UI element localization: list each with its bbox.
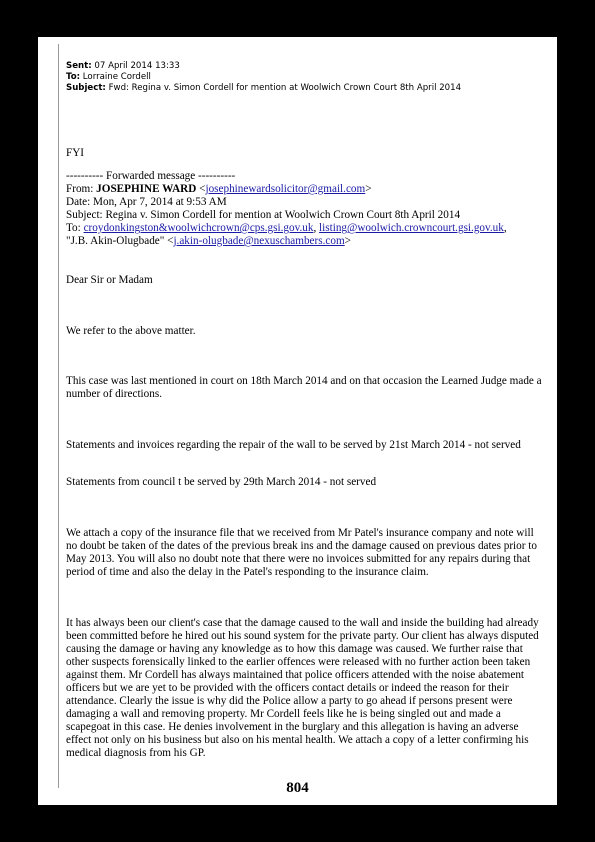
subject-line: Subject: Fwd: Regina v. Simon Cordell for mention at Woolwich Crown Court 8th April 2014 bbox=[66, 83, 462, 93]
paragraph-6: It has always been our client's case that the damage caused to the wall and inside the building had already been committed before he hired out his sound system for the private party. Our client has always disputed causing the damage or having any knowledge as to how this damage was caused. We further raise that other suspects forensically linked to the earlier offences were released with no further action been taken against them. Mr Cordell has always maintained that police officers attended with the noise abatement officers but we are yet to be provided with the officers contact details or indeed the reason for their attendance. Clearly the issue is why did the Police allow a party to go ahead if persons present were damaging a wall and removing property. Mr Cordell feels like he is being singled out and made a scapegoat in this case. He denies involvement in the burglary and this allegation is having an adverse effect not only on his business but also on his mental health. We attach a copy of a letter confirming his medical diagnosis from his GP. bbox=[66, 617, 539, 759]
from-name: JOSEPHINE WARD bbox=[96, 183, 197, 195]
to-email-link-2[interactable]: listing@woolwich.crowncourt.gsi.gov.uk bbox=[319, 222, 504, 234]
forward-date: Date: Mon, Apr 7, 2014 at 9:53 AM bbox=[66, 196, 227, 208]
to-value: Lorraine Cordell bbox=[82, 72, 151, 82]
paragraph-3: Statements and invoices regarding the repair of the wall to be served by 21st March 2014 - not served bbox=[66, 439, 521, 451]
paragraph-1: We refer to the above matter. bbox=[66, 325, 196, 337]
forward-to: To: croydonkingston&woolwichcrown@cps.gsi.gov.uk, listing@woolwich.crowncourt.gsi.gov.uk, bbox=[66, 222, 507, 234]
subject-value: Fwd: Regina v. Simon Cordell for mention at Woolwich Crown Court 8th April 2014 bbox=[108, 83, 462, 93]
sent-line: Sent: 07 April 2014 13:33 bbox=[66, 61, 180, 71]
email-header bbox=[66, 61, 461, 94]
fyi-text: FYI bbox=[66, 147, 85, 159]
paragraph-4: Statements from council t be served by 29th March 2014 - not served bbox=[66, 476, 377, 488]
to-email-link-1[interactable]: croydonkingston&woolwichcrown@cps.gsi.gov.uk bbox=[83, 222, 314, 234]
margin-rule bbox=[58, 44, 59, 788]
forward-from: From: JOSEPHINE WARD <josephinewardsolicitor@gmail.com> bbox=[66, 183, 372, 195]
forward-subject: Subject: Regina v. Simon Cordell for mention at Woolwich Crown Court 8th April 2014 bbox=[66, 209, 461, 221]
paragraph-2: This case was last mentioned in court on 18th March 2014 and on that occasion the Learned Judge made a number of directions. bbox=[66, 375, 542, 400]
forward-divider: ---------- Forwarded message ---------- bbox=[66, 170, 236, 182]
paragraph-5: We attach a copy of the insurance file that we received from Mr Patel's insurance company and note will no doubt be taken of the dates of the previous break ins and the damage caused on previous dates prior to May 2013. You will also no doubt note that there were no invoices submitted for any repairs during that period of time and also the delay in the Patel's responding to the insurance claim. bbox=[66, 527, 537, 578]
from-email-link[interactable]: josephinewardsolicitor@gmail.com bbox=[205, 183, 366, 195]
cc-email-link[interactable]: j.akin-olugbade@nexuschambers.com bbox=[173, 235, 345, 247]
page-number: 804 bbox=[286, 780, 309, 796]
sent-value: 07 April 2014 13:33 bbox=[94, 61, 180, 71]
salutation: Dear Sir or Madam bbox=[66, 274, 153, 286]
forwarded-block bbox=[66, 170, 544, 248]
to-line: To: Lorraine Cordell bbox=[66, 72, 151, 82]
forward-cc: "J.B. Akin-Olugbade" <j.akin-olugbade@nexuschambers.com> bbox=[66, 235, 351, 247]
